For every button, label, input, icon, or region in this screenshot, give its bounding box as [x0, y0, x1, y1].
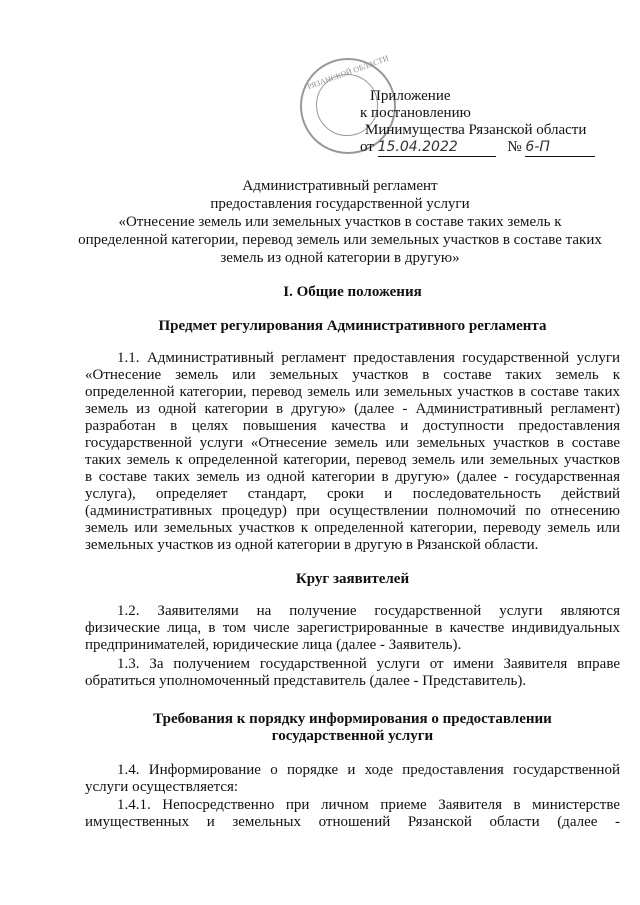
paragraph-1-4	[85, 762, 620, 796]
p1-4-line: 1.4. Информирование о порядке и ходе предоставления государственной	[117, 762, 620, 778]
informing-heading-line-2: государственной услуги	[271, 728, 434, 744]
p1-1-line: услуга), определяет стандарт, сроки и последовательность действий	[85, 486, 620, 502]
p1-1-line: земель из одной категории в другую» (далее - Административный регламент)	[85, 401, 620, 417]
paragraph-1-1	[85, 350, 620, 554]
approval-line-1: Приложение	[370, 88, 451, 104]
informing-heading-line-1: Требования к порядку информирования о предоставлении	[153, 711, 552, 727]
number-prefix: №	[507, 139, 522, 155]
title-line-5: земель из одной категории в другую»	[220, 250, 460, 266]
p1-3-line: 1.3. За получением государственной услуги от имени Заявителя вправе	[117, 656, 620, 672]
handwritten-number: 6-П	[525, 139, 595, 157]
p1-1-line: таких земель к определенной категории, перевод земель или земельных участков	[85, 452, 620, 468]
p1-2-line: физические лица, в том числе зарегистрированные в качестве индивидуальных	[85, 620, 620, 636]
approval-line-2: к постановлению	[360, 105, 471, 121]
title-line-2: предоставления государственной услуги	[210, 196, 470, 212]
title-line-4: определенной категории, перевод земель или земельных участков в составе таких	[78, 232, 602, 248]
p1-1-line: земельных участков из одной категории в другую в Рязанской области.	[85, 537, 539, 553]
p1-2-line: предпринимателей, юридические лица (далее - Заявитель).	[85, 637, 462, 653]
p1-1-line: «Отнесение земель или земельных участков в составе таких земель к	[85, 367, 620, 383]
paragraph-1-3	[85, 656, 620, 690]
p1-1-line: (административных процедур) при осуществлении полномочий по отнесению	[85, 503, 620, 519]
p1-1-line: 1.1. Административный регламент предоставления государственной услуги	[117, 350, 620, 366]
p1-4-line: услуги осуществляется:	[85, 779, 239, 795]
document-title	[60, 177, 620, 267]
paragraph-1-2	[85, 603, 620, 654]
p1-4-1-line: имущественных и земельных отношений Рязанской области (далее -	[85, 814, 620, 830]
p1-1-line: земель или земельных участков к определенной категории, переводу земель или	[85, 520, 620, 536]
section-heading-general: I. Общие положения	[283, 284, 422, 300]
p1-2-line: 1.2. Заявителями на получение государственной услуги являются	[117, 603, 620, 619]
handwritten-date: 15.04.2022	[378, 139, 496, 157]
section-heading-informing	[85, 711, 620, 745]
p1-1-line: государственной услуги «Отнесение земель или земельных участков в составе	[85, 435, 620, 451]
p1-1-line: определенной категории, перевод земель или земельных участков в составе таких	[85, 384, 620, 400]
seal-text: РЯЗАНСКОЙ ОБЛАСТИ	[306, 53, 390, 92]
date-prefix: от	[360, 139, 374, 155]
p1-1-line: разработан в целях повышения качества и доступности предоставления	[85, 418, 620, 434]
title-line-1: Административный регламент	[242, 178, 438, 194]
paragraph-1-4-1	[85, 797, 620, 831]
section-heading-subject: Предмет регулирования Административного регламента	[158, 318, 547, 334]
approval-block	[340, 88, 620, 157]
title-line-3: «Отнесение земель или земельных участков в составе таких земель к	[118, 214, 562, 230]
p1-4-1-line: 1.4.1. Непосредственно при личном приеме Заявителя в министерстве	[117, 797, 620, 813]
p1-1-line: в составе таких земель из одной категории в другую» (далее - государственная	[85, 469, 620, 485]
approval-line-3: Минимущества Рязанской области	[365, 122, 587, 138]
section-heading-applicants: Круг заявителей	[295, 571, 410, 587]
approval-date-line	[340, 139, 620, 157]
p1-3-line: обратиться уполномоченный представитель (далее - Представитель).	[85, 673, 527, 689]
